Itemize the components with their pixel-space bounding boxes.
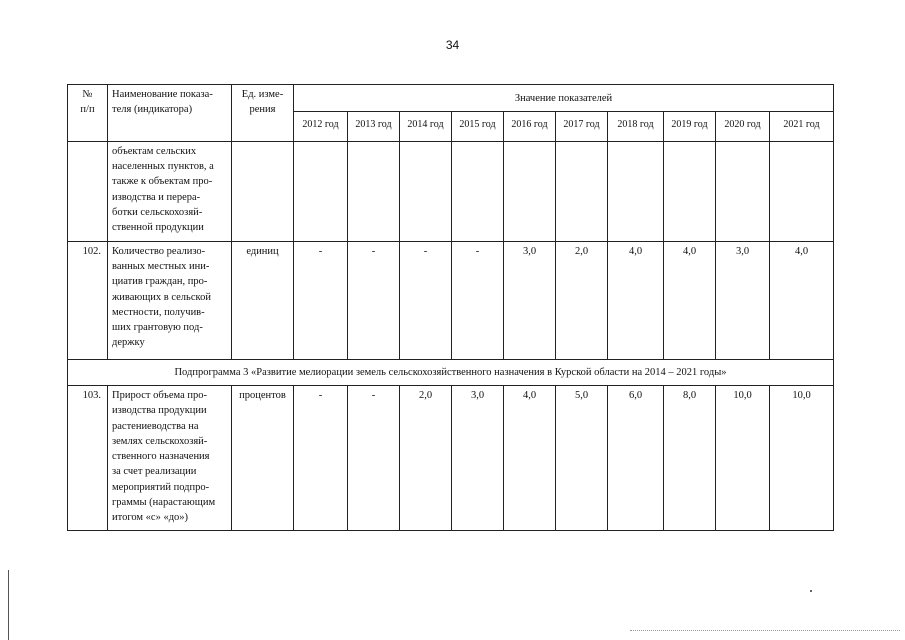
row-name: объектам сельских населенных пунктов, а также к объектам про- изводства и перера- ботки сельскохозяй- ственной продукции [108, 142, 232, 242]
row-value: 4,0 [770, 242, 834, 360]
row-value: 4,0 [608, 242, 664, 360]
row-unit: единиц [232, 242, 294, 360]
row-value: 2,0 [556, 242, 608, 360]
row-num: 102. [68, 242, 108, 360]
row-value [664, 142, 716, 242]
header-year: 2014 год [400, 111, 452, 141]
row-value: - [400, 242, 452, 360]
header-name: Наименование показа- теля (индикатора) [108, 85, 232, 142]
row-value: 2,0 [400, 386, 452, 531]
indicators-table [67, 84, 834, 531]
scan-speck [810, 590, 812, 592]
header-unit: Ед. изме- рения [232, 85, 294, 142]
header-year: 2016 год [504, 111, 556, 141]
header-year: 2012 год [294, 111, 348, 141]
row-value: 3,0 [452, 386, 504, 531]
header-row-1 [68, 85, 834, 112]
row-value: - [348, 386, 400, 531]
header-year: 2015 год [452, 111, 504, 141]
page-number: 34 [445, 38, 460, 52]
row-value: 4,0 [504, 386, 556, 531]
table-row [68, 386, 834, 531]
row-value [504, 142, 556, 242]
row-value: 5,0 [556, 386, 608, 531]
subprogram-title: Подпрограмма 3 «Развитие мелиорации земель сельскохозяйственного назначения в Курской области на 2014 – 2021 годы» [68, 360, 834, 386]
row-value [716, 142, 770, 242]
header-year: 2013 год [348, 111, 400, 141]
header-year: 2021 год [770, 111, 834, 141]
row-value [770, 142, 834, 242]
row-num [68, 142, 108, 242]
row-value: 3,0 [716, 242, 770, 360]
row-value [452, 142, 504, 242]
header-year: 2017 год [556, 111, 608, 141]
row-value [556, 142, 608, 242]
subprogram-row [68, 360, 834, 386]
row-value: 4,0 [664, 242, 716, 360]
row-value: 10,0 [770, 386, 834, 531]
row-value [348, 142, 400, 242]
row-unit: процентов [232, 386, 294, 531]
row-value: - [452, 242, 504, 360]
header-num: № п/п [68, 85, 108, 142]
row-value [294, 142, 348, 242]
row-name: Количество реализо- ванных местных ини- циатив граждан, про- живающих в сельской местности, получив- ших грантовую под- держку [108, 242, 232, 360]
scan-artifact-dots [630, 630, 900, 632]
header-year: 2018 год [608, 111, 664, 141]
row-value: - [294, 242, 348, 360]
row-num: 103. [68, 386, 108, 531]
row-value: 6,0 [608, 386, 664, 531]
row-value: - [294, 386, 348, 531]
scan-artifact-line [8, 570, 9, 640]
row-value [400, 142, 452, 242]
row-unit [232, 142, 294, 242]
row-value: 3,0 [504, 242, 556, 360]
row-value [608, 142, 664, 242]
header-year: 2019 год [664, 111, 716, 141]
row-value: - [348, 242, 400, 360]
header-values-group: Значение показателей [294, 85, 834, 112]
header-year: 2020 год [716, 111, 770, 141]
table-row [68, 142, 834, 242]
table-row [68, 242, 834, 360]
row-name: Прирост объема про- изводства продукции растениеводства на землях сельскохозяй- ственного назначения за счет реализации мероприятий подпро- граммы (нарастающим итогом «с» «до») [108, 386, 232, 531]
row-value: 8,0 [664, 386, 716, 531]
row-value: 10,0 [716, 386, 770, 531]
